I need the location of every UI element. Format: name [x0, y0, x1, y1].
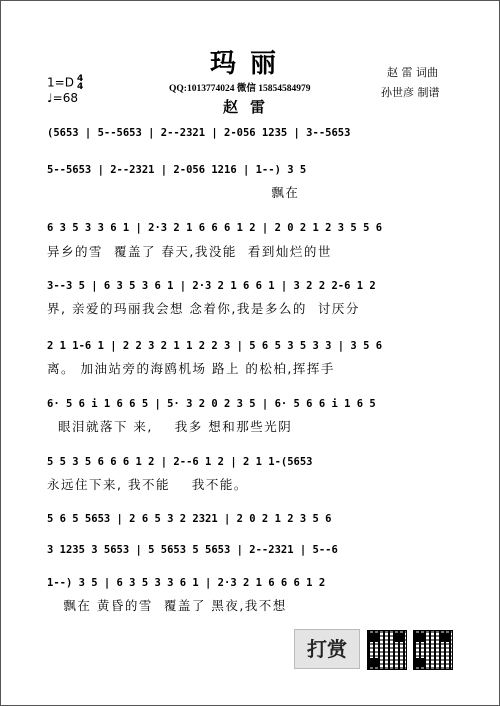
- lyric-line: 眼泪就落下 来, 我多 想和那些光阴: [47, 419, 293, 434]
- singer-name: 赵雷: [222, 98, 277, 116]
- notation-line: (5653 | 5--5653 | 2--2321 | 2-056 1235 | 3--5653: [47, 127, 351, 139]
- contact-info: QQ:1013774024 微信 15854584979: [169, 84, 311, 94]
- lyric-line: 飘在 黄昏的雪 覆盖了 黑夜,我不想: [47, 598, 287, 613]
- notation-line: 5 6 5 5653 | 2 6 5 3 2 2321 | 2 0 2 1 2 3 5 6: [47, 513, 332, 525]
- lyric-line: 飘在: [47, 185, 300, 200]
- key-signature: 1=D: [47, 75, 74, 90]
- lyric-line: 永远住下来, 我不能 我不能。: [47, 477, 248, 492]
- lyric-line: 离。 加油站旁的海鸥机场 路上 的松柏,挥挥手: [47, 361, 335, 376]
- notation-line: 6 3 5 3 3 6 1 | 2·3 2 1 6 6 6 1 2 | 2 0 2 1 2 3 5 5 6: [47, 222, 383, 234]
- time-signature: 4 4: [76, 74, 84, 92]
- lyricist-composer-credit: 赵 雷 词曲: [387, 66, 438, 79]
- notation-line: 2 1 1-6 1 | 2 2 3 2 1 1 2 2 3 | 5 6 5 3 5 3 3 | 3 5 6: [47, 340, 383, 352]
- qr-code-icon: [413, 630, 453, 670]
- lyric-line: 异乡的雪 覆盖了 春天,我没能 看到灿烂的世: [47, 244, 332, 259]
- qr-code-icon: [367, 630, 407, 670]
- lyric-line: 界, 亲爱的玛丽我会想 念着你,我是多么的 讨厌分: [47, 301, 360, 316]
- notation-line: 6· 5 6 i 1 6 6 5 | 5· 3 2 0 2 3 5 | 6· 5 6 6 i 1 6 5: [47, 398, 376, 410]
- song-title: 玛丽: [209, 49, 290, 79]
- tempo-marking: ♩=68: [47, 91, 78, 105]
- notation-line: 5 5 3 5 6 6 6 1 2 | 2--6 1 2 | 2 1 1-(5653: [47, 456, 313, 468]
- reward-button[interactable]: 打赏: [294, 629, 360, 669]
- transcriber-credit: 孙世彦 制谱: [381, 86, 440, 99]
- notation-line: 3 1235 3 5653 | 5 5653 5 5653 | 2--2321 | 5--6: [47, 544, 338, 556]
- notation-line: 5--5653 | 2--2321 | 2-056 1216 | 1--) 3 5: [47, 164, 307, 176]
- notation-line: 3--3 5 | 6 3 5 3 6 1 | 2·3 2 1 6 6 1 | 3 2 2 2-6 1 2: [47, 280, 376, 292]
- notation-line: 1--) 3 5 | 6 3 5 3 3 6 1 | 2·3 2 1 6 6 6 1 2: [47, 577, 326, 589]
